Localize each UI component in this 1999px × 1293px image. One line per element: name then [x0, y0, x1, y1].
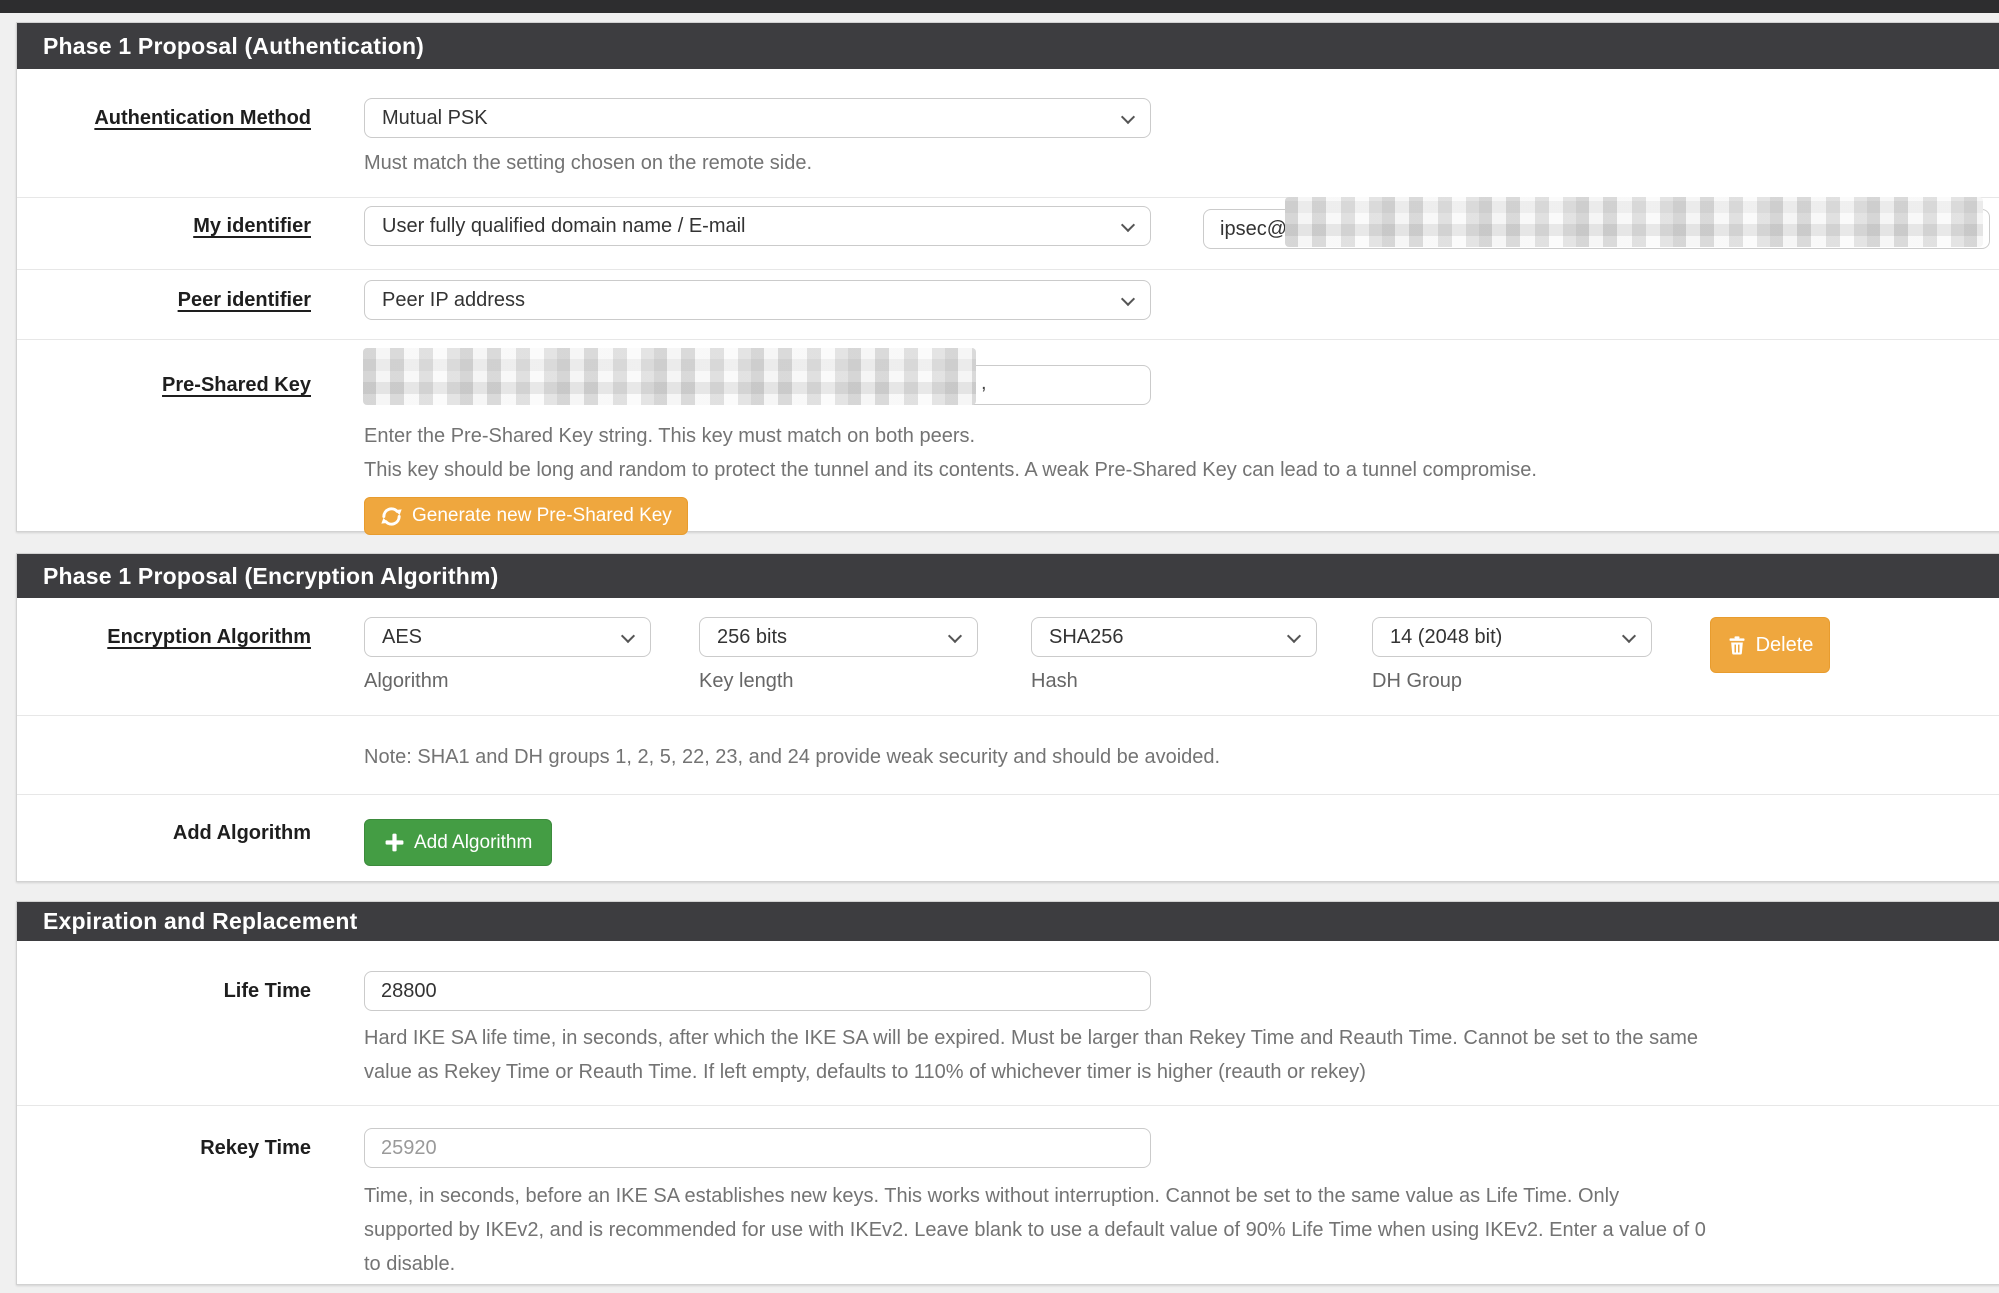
- chevron-down-icon: [1121, 218, 1135, 232]
- encryption-algorithm-label: Encryption Algorithm: [107, 626, 311, 648]
- auth-method-select[interactable]: [364, 98, 1151, 138]
- rekey-time-help-line-2: supported by IKEv2, and is recommended for use with IKEv2. Leave blank to use a default value of 90% Life Time when using IKEv2. Enter a value of 0: [364, 1219, 1706, 1241]
- section-title-authentication: Phase 1 Proposal (Authentication): [17, 23, 1999, 69]
- auth-method-help: Must match the setting chosen on the remote side.: [364, 152, 813, 174]
- key-length-caption: Key length: [699, 670, 794, 692]
- rekey-time-help-line-1: Time, in seconds, before an IKE SA establishes new keys. This works without interruption. Cannot be set to the same value as Life Time. Only: [364, 1185, 1620, 1207]
- section-title-expiration: Expiration and Replacement: [17, 902, 1999, 941]
- section-phase1-authentication: [16, 22, 1999, 532]
- rekey-time-label: Rekey Time: [200, 1137, 311, 1159]
- dh-group-select[interactable]: 14 (2048 bit): [1372, 617, 1652, 657]
- psk-visible-suffix: ,: [981, 372, 987, 394]
- delete-algorithm-button[interactable]: [1710, 617, 1830, 673]
- chevron-down-icon: [1287, 629, 1301, 643]
- top-navbar-edge: [0, 0, 1999, 13]
- auth-method-label: Authentication Method: [94, 107, 311, 129]
- my-identifier-selected-value: User fully qualified domain name / E-mail: [382, 214, 746, 237]
- hash-select[interactable]: SHA256: [1031, 617, 1317, 657]
- psk-help-line-1: Enter the Pre-Shared Key string. This key must match on both peers.: [364, 425, 976, 447]
- refresh-icon: [380, 505, 403, 528]
- my-identifier-select[interactable]: [364, 206, 1151, 246]
- peer-identifier-select[interactable]: [364, 280, 1151, 320]
- encryption-algorithm-row: [17, 598, 1999, 715]
- pre-shared-key-label: Pre-Shared Key: [162, 374, 311, 396]
- life-time-help-line-2: value as Rekey Time or Reauth Time. If left empty, defaults to 110% of whichever timer is higher (reauth or rekey): [364, 1061, 1366, 1083]
- redacted-identifier-value: [1285, 197, 1983, 247]
- weak-security-note-row: [17, 715, 1999, 794]
- chevron-down-icon: [1622, 629, 1636, 643]
- add-algorithm-row: [17, 794, 1999, 883]
- life-time-input[interactable]: [364, 971, 1151, 1011]
- redacted-psk-value: [363, 348, 976, 405]
- auth-method-row: [17, 69, 1999, 197]
- rekey-time-help-line-3: to disable.: [364, 1253, 456, 1275]
- delete-button-label: Delete: [1755, 633, 1814, 656]
- chevron-down-icon: [948, 629, 962, 643]
- my-identifier-row: [17, 197, 1999, 269]
- peer-identifier-row: [17, 269, 1999, 339]
- section-title-encryption: Phase 1 Proposal (Encryption Algorithm): [17, 554, 1999, 598]
- add-algorithm-label: Add Algorithm: [172, 822, 311, 844]
- generate-psk-button-label: Generate new Pre-Shared Key: [412, 505, 672, 526]
- life-time-label: Life Time: [223, 980, 311, 1002]
- key-length-select[interactable]: 256 bits: [699, 617, 978, 657]
- psk-help-line-2: This key should be long and random to protect the tunnel and its contents. A weak Pre-Shared Key can lead to a tunnel compromise.: [364, 459, 1537, 481]
- weak-security-note: Note: SHA1 and DH groups 1, 2, 5, 22, 23, and 24 provide weak security and should be avoided.: [364, 746, 1221, 768]
- my-identifier-label: My identifier: [193, 215, 311, 237]
- rekey-time-row: [17, 1105, 1999, 1286]
- chevron-down-icon: [1121, 110, 1135, 124]
- life-time-row: [17, 941, 1999, 1105]
- generate-psk-button[interactable]: [364, 497, 688, 535]
- chevron-down-icon: [621, 629, 635, 643]
- life-time-help-line-1: Hard IKE SA life time, in seconds, after which the IKE SA will be expired. Must be larger than Rekey Time and Reauth Time. Cannot be set to the same: [364, 1027, 1699, 1049]
- hash-caption: Hash: [1031, 670, 1078, 692]
- peer-identifier-selected-value: Peer IP address: [382, 288, 526, 311]
- trash-icon: [1727, 634, 1747, 656]
- encryption-algorithm-select[interactable]: AES: [364, 617, 651, 657]
- section-expiration-replacement: [16, 901, 1999, 1285]
- dh-group-caption: DH Group: [1372, 670, 1463, 692]
- section-phase1-encryption: [16, 553, 1999, 882]
- chevron-down-icon: [1121, 292, 1135, 306]
- peer-identifier-label: Peer identifier: [177, 289, 311, 311]
- auth-method-selected-value: Mutual PSK: [382, 106, 488, 129]
- rekey-time-input[interactable]: [364, 1128, 1151, 1168]
- add-algorithm-button-label: Add Algorithm: [414, 831, 533, 853]
- plus-icon: [384, 832, 405, 853]
- add-algorithm-button[interactable]: [364, 819, 552, 866]
- pre-shared-key-row: [17, 339, 1999, 533]
- algorithm-caption: Algorithm: [364, 670, 449, 692]
